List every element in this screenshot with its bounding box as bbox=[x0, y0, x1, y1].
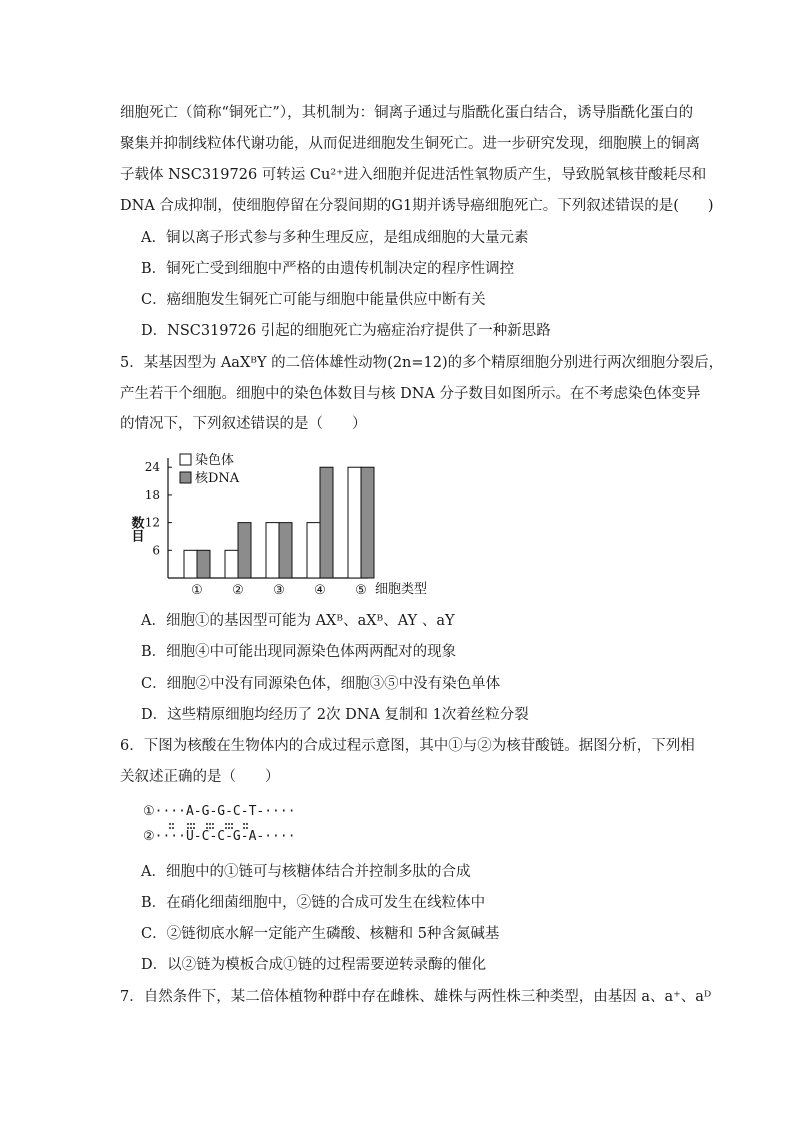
q5-stem-line-1: 5．某基因型为 AaXᴮY 的二倍体雄性动物(2n=12)的多个精原细胞分别进行两次细胞分裂后， bbox=[120, 355, 724, 371]
q4-option-d: D．NSC319726 引起的细胞死亡为癌症治疗提供了一种新思路 bbox=[141, 323, 551, 339]
bar-nuclear-dna-1 bbox=[197, 550, 210, 578]
q4-stem-line-4: DNA 合成抑制，使细胞停留在分裂间期的G1期并诱导癌细胞死亡。下列叙述错误的是( ) bbox=[120, 198, 714, 214]
q6-option-d: D．以②链为模板合成①链的过程需要逆转录酶的催化 bbox=[141, 957, 487, 973]
y-tick-label: 18 bbox=[144, 487, 160, 502]
q5-option-a: A．细胞①的基因型可能为 AXᴮ、aXᴮ、AY 、aY bbox=[141, 613, 455, 629]
q4-stem-line-1: 细胞死亡（简称“铜死亡”），其机制为：铜离子通过与脂酰化蛋白结合，诱导脂酰化蛋白的 bbox=[120, 105, 694, 121]
q5-option-c: C．细胞②中没有同源染色体，细胞③⑤中没有染色单体 bbox=[141, 676, 501, 692]
x-tick-label: ② bbox=[232, 583, 244, 598]
q6-stem-line-2: 关叙述正确的是（ ） bbox=[120, 769, 280, 785]
q7-stem-line-1: 7．自然条件下，某二倍体植物种群中存在雌株、雄株与两性株三种类型，由基因 a、a⁺、aᴰ bbox=[120, 989, 712, 1005]
x-tick-group bbox=[191, 583, 367, 598]
q6-option-a: A．细胞中的①链可与核糖体结合并控制多肽的合成 bbox=[141, 864, 471, 880]
q5-stem-line-3: 的情况下，下列叙述错误的是（ ） bbox=[120, 416, 367, 432]
bar-chromosome-5 bbox=[348, 467, 361, 578]
bar-chromosome-1 bbox=[184, 550, 197, 578]
q5-option-d: D．这些精原细胞均经历了 2次 DNA 复制和 1次着丝粒分裂 bbox=[141, 707, 529, 723]
bar-nuclear-dna-5 bbox=[361, 467, 374, 578]
x-tick-label: ⑤ bbox=[355, 583, 367, 598]
y-tick-label: 12 bbox=[144, 515, 160, 530]
q6-stem-line-1: 6．下图为核酸在生物体内的合成过程示意图，其中①与②为核苷酸链。据图分析，下列相 bbox=[120, 738, 695, 754]
strand-1-sequence: ①····A-G-G-C-T-···· bbox=[143, 804, 296, 819]
q6-option-b: B．在硝化细菌细胞中，②链的合成可发生在线粒体中 bbox=[141, 895, 486, 911]
bar-chromosome-4 bbox=[307, 523, 320, 578]
x-tick-label: ④ bbox=[314, 583, 326, 598]
legend-swatch-chromosome bbox=[180, 454, 191, 465]
chart-legend bbox=[180, 452, 240, 486]
bar-nuclear-dna-3 bbox=[279, 523, 292, 578]
x-tick-label: ③ bbox=[273, 583, 285, 598]
bar-nuclear-dna-4 bbox=[320, 467, 333, 578]
q4-stem-line-2: 聚集并抑制线粒体代谢功能，从而促进细胞发生铜死亡。进一步研究发现，细胞膜上的铜离 bbox=[120, 136, 700, 152]
q4-option-c: C．癌细胞发生铜死亡可能与细胞中能量供应中断有关 bbox=[141, 292, 486, 308]
legend-label-nuclear-dna: 核DNA bbox=[195, 471, 240, 486]
q4-stem-line-3: 子载体 NSC319726 可转运 Cu²⁺进入细胞并促进活性氧物质产生，导致脱氧核苷酸耗尽和 bbox=[120, 167, 707, 183]
strand-2-sequence: ②····U-C-C-G-A-···· bbox=[143, 829, 296, 844]
x-axis-label: 细胞类型 bbox=[375, 582, 428, 597]
bar-chromosome-2 bbox=[225, 550, 238, 578]
q4-option-b: B．铜死亡受到细胞中严格的由遗传机制决定的程序性调控 bbox=[141, 261, 515, 277]
cell-type-bar-chart bbox=[128, 448, 448, 606]
q6-option-c: C．②链彻底水解一定能产生磷酸、核糖和 5种含氮碱基 bbox=[141, 926, 500, 942]
x-tick-label: ① bbox=[191, 583, 203, 598]
q5-stem-line-2: 产生若干个细胞。细胞中的染色体数目与核 DNA 分子数目如图所示。在不考虑染色体变异 bbox=[120, 386, 701, 402]
bar-nuclear-dna-2 bbox=[238, 523, 251, 578]
y-axis-label: 数目 bbox=[128, 516, 144, 542]
legend-swatch-nuclear-dna bbox=[180, 472, 191, 483]
q4-option-a: A．铜以离子形式参与多种生理反应，是组成细胞的大量元素 bbox=[141, 230, 529, 246]
y-tick-label: 6 bbox=[152, 543, 160, 558]
bar-chromosome-3 bbox=[266, 523, 279, 578]
q5-option-b: B．细胞④中可能出现同源染色体两两配对的现象 bbox=[141, 644, 457, 660]
y-tick-label: 24 bbox=[144, 460, 160, 475]
legend-label-chromosome: 染色体 bbox=[195, 453, 235, 468]
